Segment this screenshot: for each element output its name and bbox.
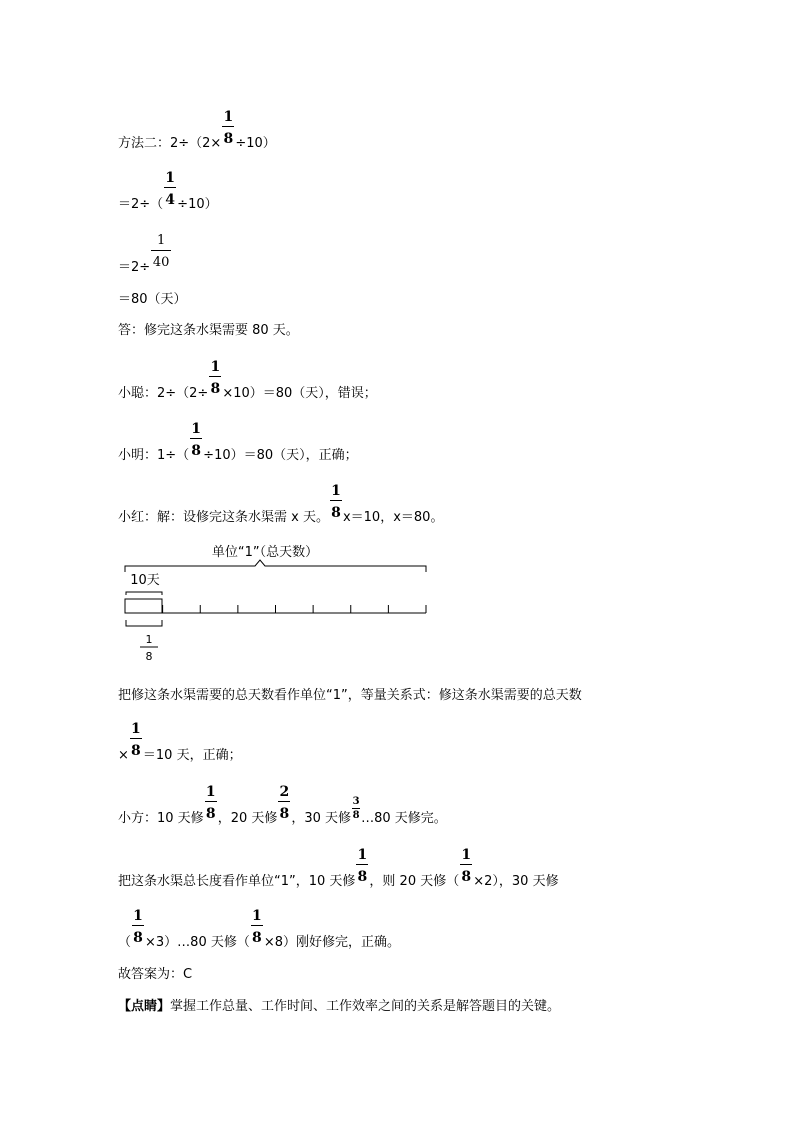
xiaocong-suffix: ×10）＝80（天），错误； — [222, 386, 377, 401]
tick-marks — [163, 605, 426, 613]
tip-line — [118, 999, 560, 1015]
xiaoming-suffix: ÷10）＝80（天），正确； — [203, 448, 358, 463]
fraction-one-eighth: $\frac{1}{8}$ — [131, 721, 141, 759]
xiaocong-line — [118, 359, 377, 402]
step1-line — [118, 170, 218, 213]
xiaofang-mid1: ，20 天修 — [217, 811, 278, 826]
explain-line-1: 把修这条水渠需要的总天数看作单位“1”，等量关系式：修这条水渠需要的总天数 — [118, 688, 582, 703]
length-line-1 — [118, 847, 559, 890]
fraction-three-eighths: $\frac{3}{8}$ — [352, 796, 360, 821]
xiaofang-mid2: ，30 天修 — [291, 811, 352, 826]
diagram-bottom-num: 1 — [145, 633, 153, 646]
step2-line — [118, 233, 172, 276]
segment-brace — [126, 592, 162, 595]
length2-suffix: ×8）刚好修完，正确。 — [263, 935, 401, 950]
answer-line: 答：修完这条水渠需要 80 天。 — [118, 323, 299, 338]
explain2-prefix: × — [118, 748, 129, 763]
diagram-segment-label: 10天 — [130, 573, 160, 588]
xiaocong-prefix: 小聪：2÷（2÷ — [118, 386, 209, 401]
step1-prefix: ＝2÷（ — [118, 197, 164, 212]
xiaohong-prefix: 小红：解：设修完这条水渠需 x 天。 — [118, 510, 329, 525]
explain2-suffix: ＝10 天，正确； — [142, 748, 242, 763]
xiaoming-prefix: 小明：1÷（ — [118, 448, 190, 463]
fraction-one-eighth: $\frac{1}{8}$ — [210, 359, 221, 397]
fraction-one-eighth: $\frac{1}{8}$ — [461, 847, 472, 885]
step1-suffix: ÷10） — [177, 197, 218, 212]
length1-prefix: 把这条水渠总长度看作单位“1”，10 天修 — [118, 874, 356, 889]
diagram-top-label: 单位“1”（总天数） — [211, 545, 319, 560]
bottom-brace — [126, 620, 162, 626]
method2-suffix: ÷10） — [235, 136, 276, 151]
fraction-one-eighth: $\frac{1}{8}$ — [357, 847, 368, 885]
step3-line: ＝80（天） — [118, 292, 187, 307]
length2-mid: ×3）…80 天修（ — [145, 935, 250, 950]
fraction-one-fortieth: $\frac{1}{40}$ — [152, 233, 170, 270]
fraction-two-eighths: $\frac{2}{8}$ — [279, 784, 290, 822]
xiaohong-suffix: x＝10，x＝80。 — [342, 510, 444, 525]
explain-line-2 — [118, 721, 242, 764]
xiaohong-line — [118, 483, 444, 526]
tip-text: 掌握工作总量、工作时间、工作效率之间的关系是解答题目的关键。 — [170, 999, 561, 1014]
length2-prefix: （ — [118, 935, 132, 950]
fraction-one-eighth: $\frac{1}{8}$ — [331, 483, 341, 521]
method2-prefix: 方法二：2÷（2× — [118, 136, 222, 151]
line-segment-diagram — [115, 540, 445, 670]
length1-mid: ，则 20 天修（ — [369, 874, 460, 889]
xiaofang-line — [118, 784, 447, 827]
xiaofang-suffix: …80 天修完。 — [361, 811, 447, 826]
diagram-bottom-den: 8 — [145, 650, 153, 663]
fraction-one-eighth: $\frac{1}{8}$ — [223, 109, 234, 147]
first-segment-box — [125, 599, 162, 613]
fraction-one-eighth: $\frac{1}{8}$ — [133, 908, 143, 946]
length1-suffix: ×2），30 天修 — [473, 874, 559, 889]
tip-label: 【点睛】 — [118, 999, 171, 1014]
xiaoming-line — [118, 421, 358, 464]
fraction-one-eighth: $\frac{1}{8}$ — [251, 908, 262, 946]
fraction-one-quarter: $\frac{1}{4}$ — [165, 170, 176, 208]
length-line-2 — [118, 908, 401, 951]
top-brace — [125, 560, 426, 572]
method2-line — [118, 109, 276, 152]
step2-prefix: ＝2÷ — [118, 260, 151, 275]
xiaofang-prefix: 小方：10 天修 — [118, 811, 204, 826]
fraction-one-eighth: $\frac{1}{8}$ — [191, 421, 202, 459]
fraction-one-eighth: $\frac{1}{8}$ — [205, 784, 216, 822]
final-answer-line: 故答案为：C — [118, 967, 193, 982]
